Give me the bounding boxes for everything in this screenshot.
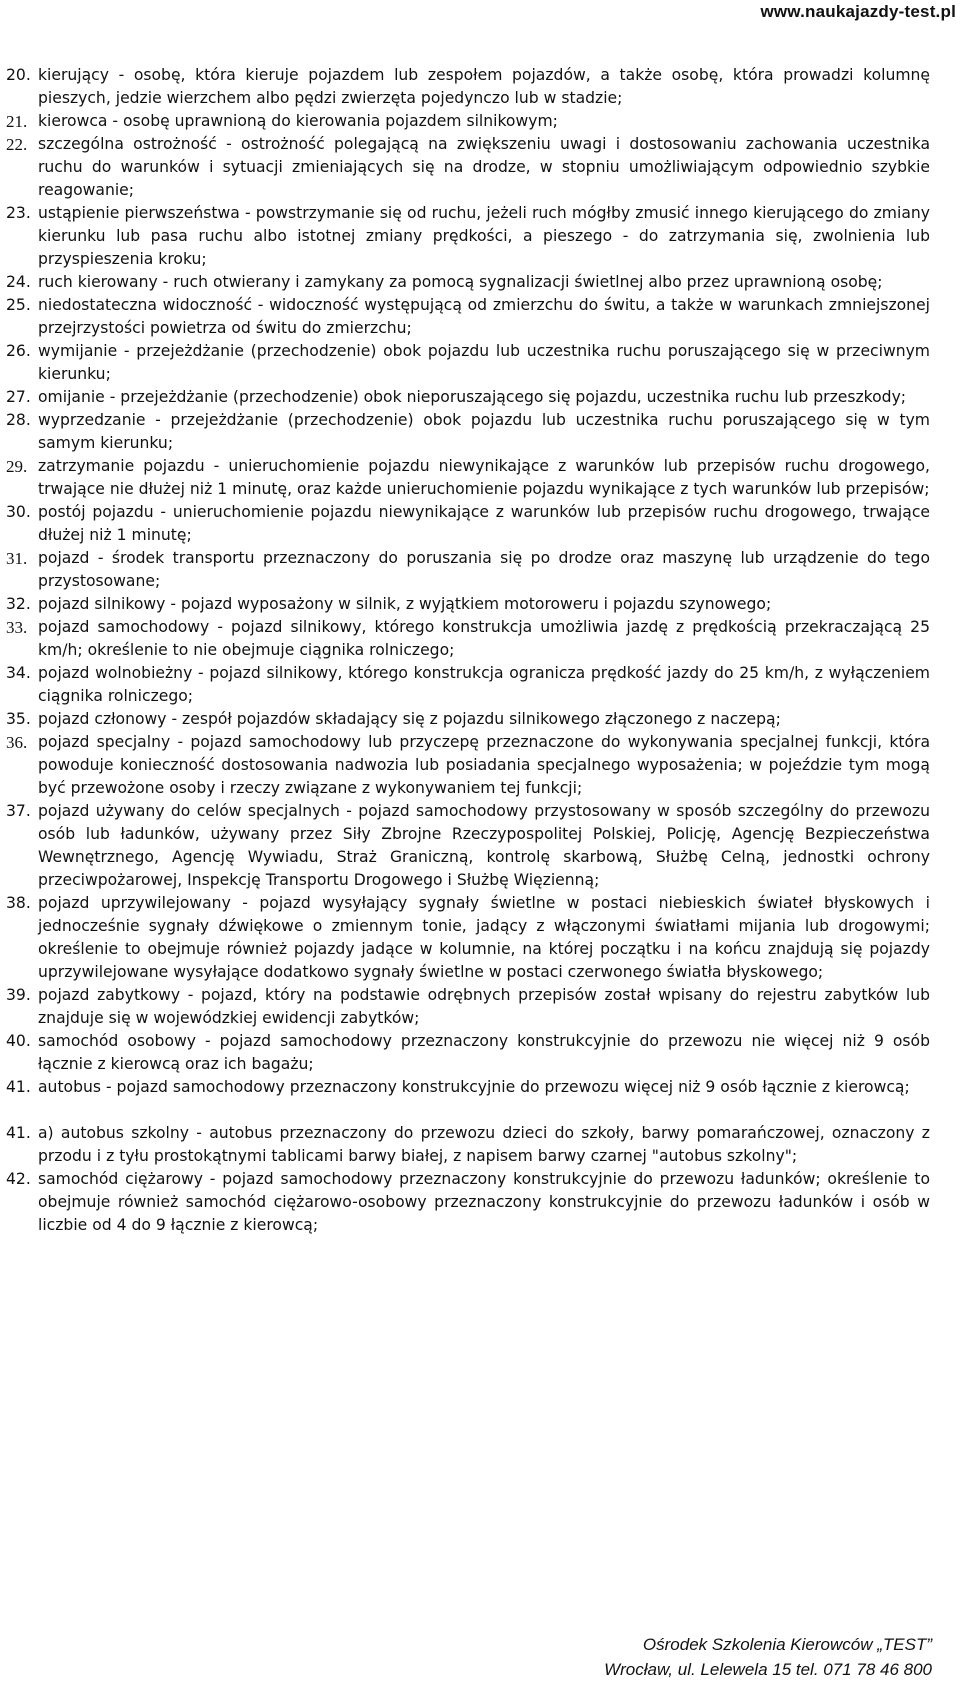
footer-address: Wrocław, ul. Lelewela 15 tel. 071 78 46 800 [604, 1660, 932, 1679]
definition-number: 27. [6, 388, 31, 406]
definition-item [6, 892, 930, 984]
definition-number: 41. [6, 1078, 31, 1096]
definition-item [6, 1076, 930, 1099]
definition-number: 23. [6, 204, 31, 222]
definition-item [6, 501, 930, 547]
definition-number: 41. [6, 1124, 31, 1142]
definition-item [6, 340, 930, 386]
footer-school-name: Ośrodek Szkolenia Kierowców „TEST” [642, 1635, 932, 1654]
definition-number: 35. [6, 710, 31, 728]
definition-item [6, 133, 930, 202]
definition-text: niedostateczna widoczność - widoczność występującą od zmierzchu do świtu, a także w warunkach zmniejszonej przejrzystości powietrza od świtu do zmierzchu; [38, 296, 930, 337]
definition-number: 36. [6, 733, 28, 752]
definition-text: pojazd wolnobieżny - pojazd silnikowy, którego konstrukcja ogranicza prędkość jazdy do 25 km/h, z wyłączeniem ciągnika rolniczego; [38, 664, 930, 705]
definition-number: 42. [6, 1170, 31, 1188]
definition-text: pojazd zabytkowy - pojazd, który na podstawie odrębnych przepisów został wpisany do rejestru zabytków lub znajduje się w wojewódzkiej ewidencji zabytków; [38, 986, 930, 1027]
definition-number: 31. [6, 549, 28, 568]
definition-text: samochód ciężarowy - pojazd samochodowy przeznaczony konstrukcyjnie do przewozu ładunków; określenie to obejmuje również samochód ciężarowo-osobowy przeznaczony konstrukcyjnie do przewozu ładunków i osób w liczbie od 4 do 9 łącznie z kierowcą; [38, 1170, 930, 1234]
definition-item [6, 110, 930, 133]
definition-item [6, 1122, 930, 1168]
definition-text: zatrzymanie pojazdu - unieruchomienie pojazdu niewynikające z warunków lub przepisów ruchu drogowego, trwające nie dłużej niż 1 minutę, oraz każde unieruchomienie pojazdu wynikające z tych warunków lub przepisów; [38, 457, 930, 498]
definition-number: 21. [6, 112, 28, 131]
definition-number: 39. [6, 986, 31, 1004]
definition-item [6, 1030, 930, 1076]
definition-item [6, 662, 930, 708]
definition-text: pojazd silnikowy - pojazd wyposażony w silnik, z wyjątkiem motoroweru i pojazdu szynowego; [38, 595, 772, 613]
definition-text: wymijanie - przejeżdżanie (przechodzenie) obok pojazdu lub uczestnika ruchu poruszającego się w przeciwnym kierunku; [38, 342, 930, 383]
definition-item [6, 386, 930, 409]
definition-text: ruch kierowany - ruch otwierany i zamykany za pomocą sygnalizacji świetlnej albo przez uprawnioną osobę; [38, 273, 883, 291]
definition-number: 37. [6, 802, 31, 820]
definition-text: pojazd używany do celów specjalnych - pojazd samochodowy przystosowany w sposób szczególny do przewozu osób lub ładunków, używany przez Siły Zbrojne Rzeczypospolitej Polskiej, Policję, Agencję Bezpieczeństwa Wewnętrznego, Agencję Wywiadu, Straż Graniczną, kontrolę skarbową, Służbę Celną, jednostki ochrony przeciwpożarowej, Inspekcję Transportu Drogowego i Służbę Więzienną; [38, 802, 930, 889]
definition-item [6, 708, 930, 731]
definition-item [6, 616, 930, 662]
definition-item [6, 202, 930, 271]
definition-number: 34. [6, 664, 31, 682]
definition-text: pojazd uprzywilejowany - pojazd wysyłający sygnały świetlne w postaci niebieskich świateł błyskowych i jednocześnie sygnały dźwiękowe o zmiennym tonie, jadący z włączonymi światłami mijania lub drogowymi; określenie to obejmuje również pojazdy jadące w kolumnie, na której początku i na końcu znajdują się pojazdy uprzywilejowane wysyłające dodatkowo sygnały świetlne w postaci czerwonego światła błyskowego; [38, 894, 930, 981]
definition-text: autobus - pojazd samochodowy przeznaczony konstrukcyjnie do przewozu więcej niż 9 osób łącznie z kierowcą; [38, 1078, 910, 1096]
definition-item [6, 294, 930, 340]
definition-number: 24. [6, 273, 31, 291]
definition-text: a) autobus szkolny - autobus przeznaczony do przewozu dzieci do szkoły, barwy pomarańczowej, oznaczony z przodu i z tyłu prostokątnymi tablicami barwy białej, z napisem barwy czarnej "autobus szkolny"; [38, 1124, 930, 1165]
definition-text: wyprzedzanie - przejeżdżanie (przechodzenie) obok pojazdu lub uczestnika ruchu poruszającego się w tym samym kierunku; [38, 411, 930, 452]
definition-text: postój pojazdu - unieruchomienie pojazdu niewynikające z warunków lub przepisów ruchu drogowego, trwające dłużej niż 1 minutę; [38, 503, 930, 544]
definition-text: samochód osobowy - pojazd samochodowy przeznaczony konstrukcyjnie do przewozu nie więcej niż 9 osób łącznie z kierowcą oraz ich bagażu; [38, 1032, 930, 1073]
definition-item [6, 800, 930, 892]
definition-text: pojazd członowy - zespół pojazdów składający się z pojazdu silnikowego złączonego z naczepą; [38, 710, 781, 728]
definition-text: pojazd - środek transportu przeznaczony do poruszania się po drodze oraz maszynę lub urządzenie do tego przystosowane; [38, 549, 930, 590]
definition-number: 38. [6, 894, 31, 912]
definition-number: 32. [6, 595, 31, 613]
definition-number: 26. [6, 342, 31, 360]
definition-number: 20. [6, 66, 31, 84]
definition-text: ustąpienie pierwszeństwa - powstrzymanie się od ruchu, jeżeli ruch mógłby zmusić innego kierującego do zmiany kierunku lub pasa ruchu albo istotnej zmiany prędkości, a pieszego - do zatrzymania się, zwolnienia lub przyspieszenia kroku; [38, 204, 930, 268]
definition-text: omijanie - przejeżdżanie (przechodzenie) obok nieporuszającego się pojazdu, uczestnika ruchu lub przeszkody; [38, 388, 907, 406]
definition-text: pojazd specjalny - pojazd samochodowy lub przyczepę przeznaczone do wykonywania specjalnej funkcji, która powoduje konieczność dostosowania nadwozia lub posiadania specjalnego wyposażenia; w pojeździe tym mogą być przewożone osoby i rzeczy związane z wykonywaniem tej funkcji; [38, 733, 930, 797]
site-url: www.naukajazdy-test.pl [760, 2, 956, 21]
definition-item [6, 64, 930, 110]
definition-item [6, 547, 930, 593]
definition-number: 40. [6, 1032, 31, 1050]
definition-number: 22. [6, 135, 28, 154]
definition-item [6, 271, 930, 294]
definition-item [6, 1168, 930, 1237]
definition-item [6, 731, 930, 800]
definition-number: 29. [6, 457, 28, 476]
definition-item [6, 593, 930, 616]
definition-item [6, 984, 930, 1030]
definition-item [6, 455, 930, 501]
definition-item [6, 409, 930, 455]
definition-number: 25. [6, 296, 31, 314]
definition-number: 33. [6, 618, 28, 637]
definition-number: 28. [6, 411, 31, 429]
definition-text: szczególna ostrożność - ostrożność polegającą na zwiększeniu uwagi i dostosowaniu zachowania uczestnika ruchu do warunków i sytuacji zmieniających się na drodze, w stopniu umożliwiającym odpowiednio szybkie reagowanie; [38, 135, 930, 199]
definition-text: kierowca - osobę uprawnioną do kierowania pojazdem silnikowym; [38, 112, 558, 130]
footer [604, 1632, 932, 1682]
definition-text: kierujący - osobę, która kieruje pojazdem lub zespołem pojazdów, a także osobę, która prowadzi kolumnę pieszych, jedzie wierzchem albo pędzi zwierzęta pojedynczo lub w stadzie; [38, 66, 930, 107]
definition-number: 30. [6, 503, 31, 521]
definitions-list [6, 64, 930, 1237]
definition-text: pojazd samochodowy - pojazd silnikowy, którego konstrukcja umożliwia jazdę z prędkością przekraczającą 25 km/h; określenie to nie obejmuje ciągnika rolniczego; [38, 618, 930, 659]
